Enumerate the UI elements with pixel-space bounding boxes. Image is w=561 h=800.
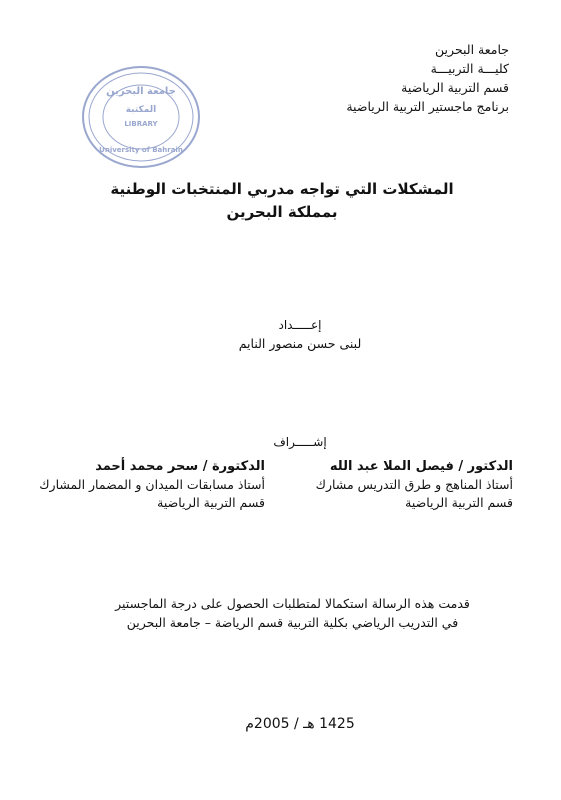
purpose-line-2: في التدريب الرياضي بكلية التربية قسم الرياضة – جامعة البحرين — [126, 615, 459, 630]
university-name: جامعة البحرين — [435, 42, 509, 57]
department-name: قسم التربية الرياضية — [401, 80, 509, 95]
supervisor-2-department: قسم التربية الرياضية — [157, 495, 265, 510]
supervisor-1-title: أستاذ المناهج و طرق التدريس مشارك — [315, 477, 513, 492]
thesis-purpose-statement — [60, 594, 525, 632]
supervisor-2-name: الدكتورة / سحر محمد أحمد — [95, 459, 265, 474]
stamp-arabic-name: جامعة البحرين — [106, 86, 176, 97]
supervisor-2-title: أستاذ مسابقات الميدان و المضمار المشارك — [39, 477, 265, 492]
thesis-title-line-1: المشكلات التي تواجه مدربي المنتخبات الوطنية — [110, 180, 454, 198]
supervisor-1 — [278, 458, 513, 512]
institution-header — [309, 40, 509, 116]
supervisor-2 — [20, 458, 265, 512]
purpose-line-1: قدمت هذه الرسالة استكمالا لمتطلبات الحصول على درجة الماجستير — [115, 596, 470, 611]
supervisor-1-name: الدكتور / فيصل الملا عبد الله — [329, 459, 513, 474]
college-name: كليـــة التربيـــة — [430, 61, 509, 76]
stamp-university-label: University of Bahrain — [99, 146, 183, 154]
stamp-library-label: LIBRARY — [124, 120, 158, 128]
author-name: لبنى حسن منصور النايم — [238, 336, 362, 351]
thesis-title — [80, 178, 484, 224]
program-name: برنامج ماجستير التربية الرياضية — [346, 99, 509, 114]
submission-date: 1425 هـ / 2005م — [245, 716, 355, 732]
stamp-arabic-sub: المكتبة — [125, 105, 157, 115]
preparation-label: إعـــــداد — [278, 318, 322, 332]
supervision-label: إشـــــراف — [273, 435, 327, 449]
library-stamp — [78, 62, 204, 172]
supervisor-1-department: قسم التربية الرياضية — [405, 495, 513, 510]
thesis-title-line-2: بمملكة البحرين — [226, 203, 338, 221]
